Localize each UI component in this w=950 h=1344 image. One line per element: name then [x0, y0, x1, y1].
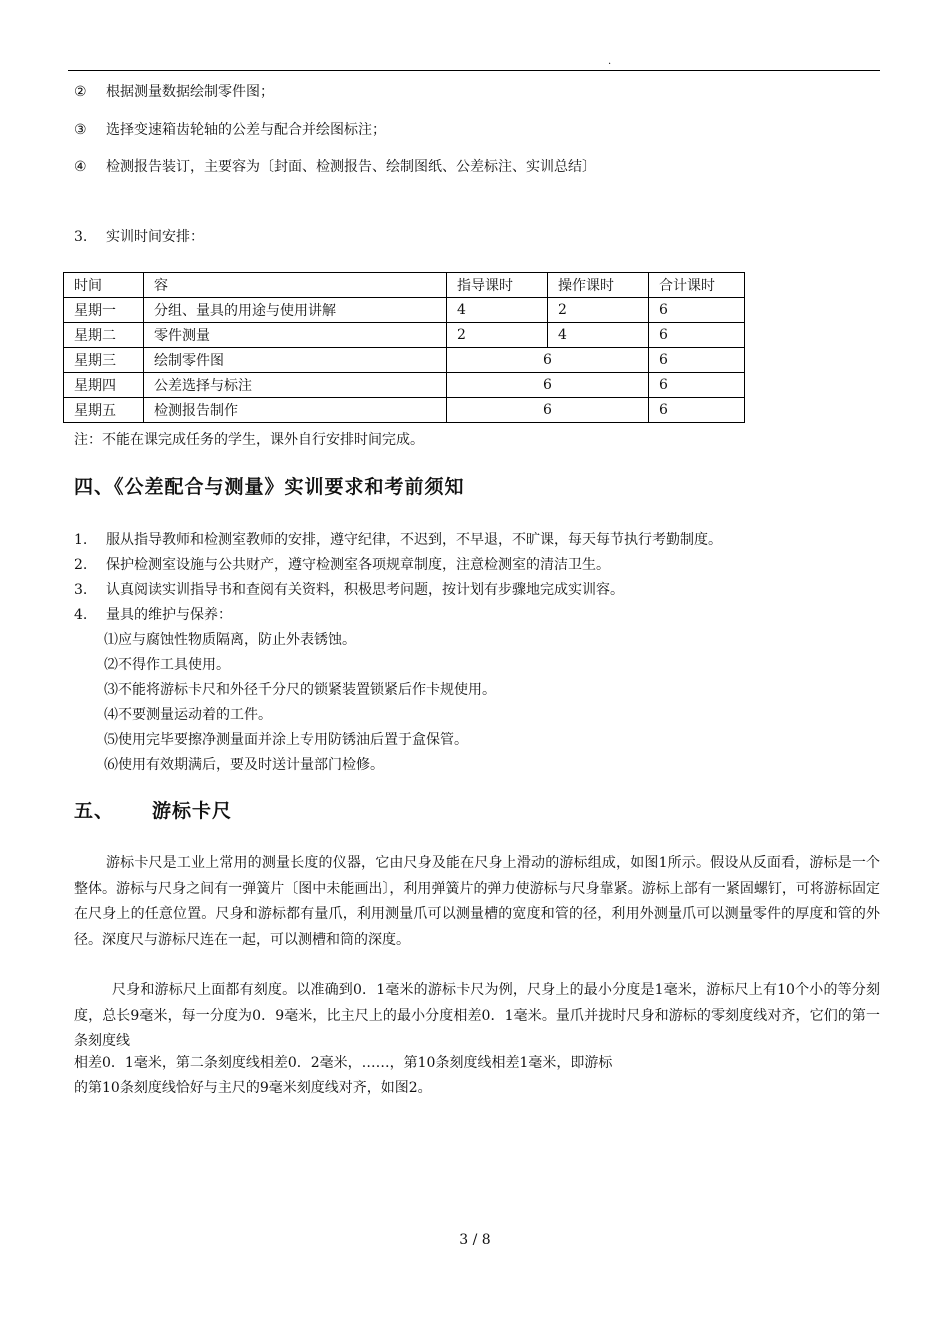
list-number: 4. — [74, 607, 88, 623]
table-row — [64, 348, 745, 373]
step-text: 检测报告装订，主要容为〔封面、检测报告、绘制图纸、公差标注、实训总结〕 — [106, 159, 596, 175]
page-number: 3 / 8 — [459, 1232, 491, 1248]
step-item — [74, 82, 274, 102]
schedule-label: 实训时间安排： — [106, 229, 204, 245]
table-header-row — [64, 273, 745, 298]
header-cell: 合计课时 — [649, 273, 745, 298]
section-heading: 游标卡尺 — [152, 800, 233, 822]
header-cell: 容 — [144, 273, 447, 298]
total-hours-cell: 6 — [649, 373, 745, 398]
merged-hours-cell: 6 — [447, 398, 649, 423]
step-number: ④ — [74, 159, 87, 175]
header-cell: 时间 — [64, 273, 144, 298]
list-item — [74, 530, 722, 550]
list-text: 服从指导教师和检测室教师的安排，遵守纪律，不迟到，不早退，不旷课，每天每节执行考勤制度。 — [106, 532, 722, 548]
paragraph: 尺身和游标尺上面都有刻度。以准确到0．1毫米的游标卡尺为例，尺身上的最小分度是1毫米，游标尺上有10个小的等分刻度，总长9毫米，每一分度为0．9毫米，比主尺上的最小分度相差0．1毫米。量爪并拢时尺身和游标的零刻度线对齐，它们的第一条刻度线 — [74, 982, 880, 1049]
step-text: 选择变速箱齿轮轴的公差与配合并绘图标注； — [106, 122, 386, 138]
sub-list-item: ⑴应与腐蚀性物质隔离，防止外表锈蚀。 — [104, 632, 356, 648]
merged-hours-cell: 6 — [447, 373, 649, 398]
sub-list-item: ⑵不得作工具使用。 — [104, 657, 230, 673]
list-number: 1. — [74, 532, 88, 548]
section-number: 五、 — [74, 800, 115, 822]
day-cell: 星期二 — [64, 323, 144, 348]
step-text: 根据测量数据绘制零件图； — [106, 84, 274, 100]
paragraph-line: 的第10条刻度线恰好与主尺的9毫米刻度线对齐，如图2。 — [74, 1080, 432, 1096]
content-cell: 零件测量 — [144, 323, 447, 348]
header-cell: 操作课时 — [548, 273, 649, 298]
list-number: 3. — [74, 582, 88, 598]
table-note: 注：不能在课完成任务的学生，课外自行安排时间完成。 — [74, 432, 424, 448]
table-row — [64, 323, 745, 348]
guide-hours-cell: 4 — [447, 298, 548, 323]
step-number: ② — [74, 84, 87, 100]
list-text: 保护检测室设施与公共财产，遵守检测室各项规章制度，注意检测室的清洁卫生。 — [106, 557, 610, 573]
merged-hours-cell: 6 — [447, 348, 649, 373]
table-row — [64, 373, 745, 398]
day-cell: 星期四 — [64, 373, 144, 398]
day-cell: 星期一 — [64, 298, 144, 323]
paragraph-line: 相差0．1毫米，第二条刻度线相差0．2毫米，……，第10条刻度线相差1毫米，即游标 — [74, 1055, 613, 1071]
content-cell: 检测报告制作 — [144, 398, 447, 423]
sub-list-item: ⑹使用有效期满后，要及时送计量部门检修。 — [104, 757, 384, 773]
sub-list-item: ⑸使用完毕要擦净测量面并涂上专用防锈油后置于盒保管。 — [104, 732, 468, 748]
guide-hours-cell: 2 — [447, 323, 548, 348]
header-dot: . — [608, 56, 612, 67]
list-number: 2. — [74, 557, 88, 573]
schedule-heading — [74, 227, 204, 247]
total-hours-cell: 6 — [649, 323, 745, 348]
step-item — [74, 120, 386, 140]
total-hours-cell: 6 — [649, 348, 745, 373]
sub-list-item: ⑶不能将游标卡尺和外径千分尺的锁紧装置锁紧后作卡规使用。 — [104, 682, 496, 698]
step-item — [74, 157, 596, 177]
list-item — [74, 555, 610, 575]
table-row — [64, 398, 745, 423]
header-cell: 指导课时 — [447, 273, 548, 298]
schedule-table — [63, 272, 745, 423]
content-cell: 公差选择与标注 — [144, 373, 447, 398]
list-text: 量具的维护与保养： — [106, 607, 232, 623]
day-cell: 星期三 — [64, 348, 144, 373]
content-cell: 分组、量具的用途与使用讲解 — [144, 298, 447, 323]
total-hours-cell: 6 — [649, 298, 745, 323]
step-number: ③ — [74, 122, 87, 138]
practice-hours-cell: 4 — [548, 323, 649, 348]
section-title: 四、《公差配合与测量》实训要求和考前须知 — [74, 476, 465, 498]
sub-list-item: ⑷不要测量运动着的工件。 — [104, 707, 272, 723]
table-row — [64, 298, 745, 323]
content-cell: 绘制零件图 — [144, 348, 447, 373]
list-item — [74, 580, 624, 600]
list-text: 认真阅读实训指导书和查阅有关资料，积极思考问题，按计划有步骤地完成实训容。 — [106, 582, 624, 598]
header-rule — [68, 70, 880, 71]
total-hours-cell: 6 — [649, 398, 745, 423]
schedule-number: 3. — [74, 229, 88, 245]
section-title — [74, 796, 232, 823]
practice-hours-cell: 2 — [548, 298, 649, 323]
day-cell: 星期五 — [64, 398, 144, 423]
list-item — [74, 605, 232, 625]
paragraph: 游标卡尺是工业上常用的测量长度的仪器，它由尺身及能在尺身上滑动的游标组成，如图1所示。假设从反面看，游标是一个整体。游标与尺身之间有一弹簧片〔图中未能画出〕，利用弹簧片的弹力使游标与尺身靠紧。游标上部有一紧固螺钉，可将游标固定在尺身上的任意位置。尺身和游标都有量爪，利用测量爪可以测量槽的宽度和管的径，利用外测量爪可以测量零件的厚度和管的外径。深度尺与游标尺连在一起，可以测槽和筒的深度。 — [74, 855, 880, 948]
